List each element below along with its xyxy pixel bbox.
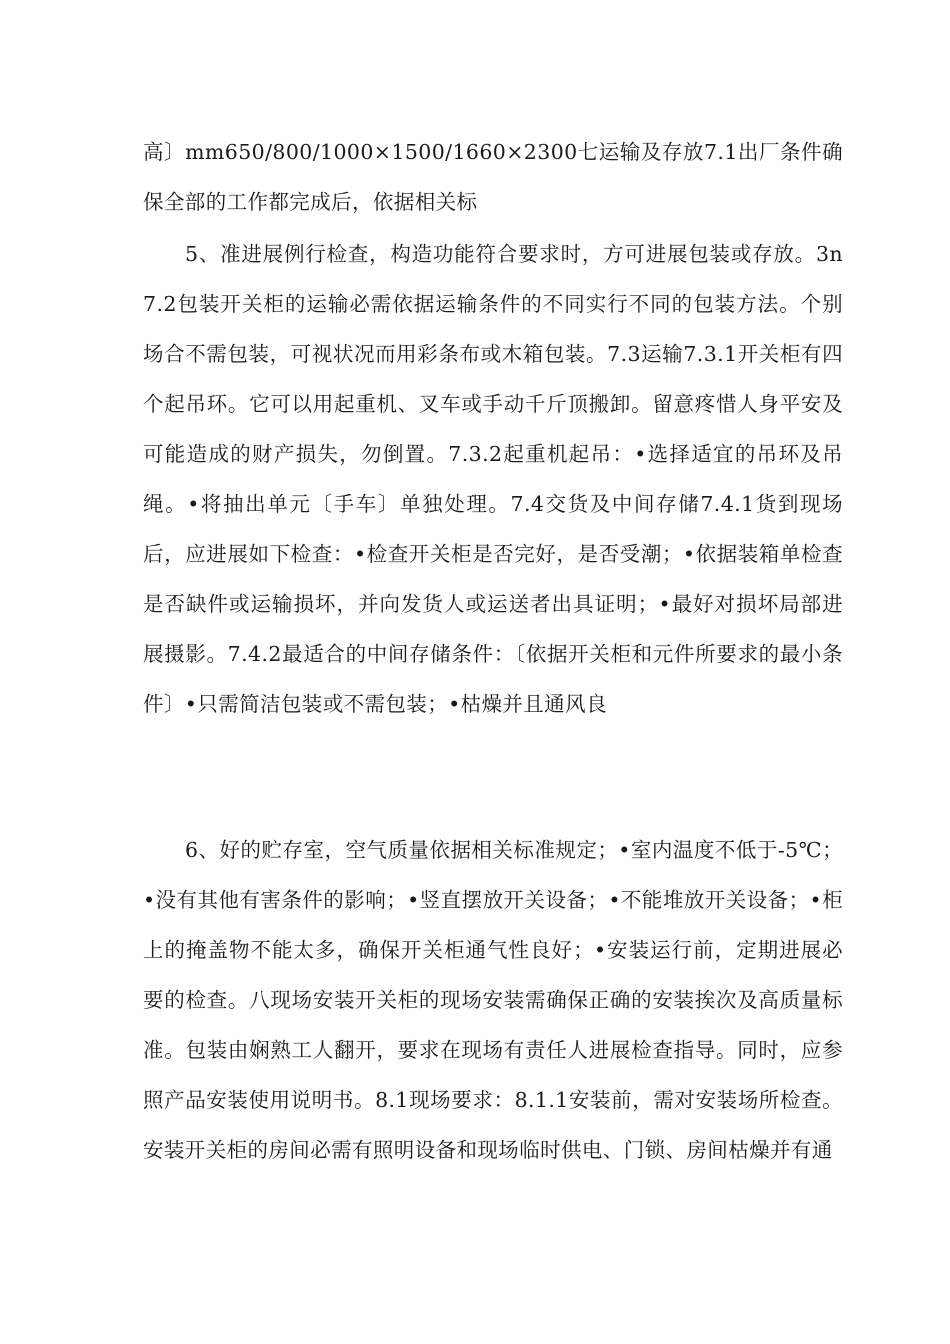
paragraph-storage-site-installation: 6、好的贮存室，空气质量依据相关标准规定；•室内温度不低于-5℃；•没有其他有害条件的影响；•竖直摆放开关设备；•不能堆放开关设备；•柜上的掩盖物不能太多，确保开关柜通气性良好；•安装运行前，定期进展必要的检查。八现场安装开关柜的现场安装需确保正确的安装挨次及高质量标准。包装由娴熟工人翻开，要求在现场有责任人进展检查指导。同时，应参照产品安装使用说明书。8.1现场要求：8.1.1安装前，需对安装场所检查。安装开关柜的房间必需有照明设备和现场临时供电、门锁、房间枯燥并有通 [143, 838, 844, 1162]
paragraph-packing-transport-delivery: 5、准进展例行检查，构造功能符合要求时，方可进展包装或存放。3n7.2包装开关柜的运输必需依据运输条件的不同实行不同的包装方法。个别场合不需包装，可视状况而用彩条布或木箱包装。7.3运输7.3.1开关柜有四个起吊环。它可以用起重机、叉车或手动千斤顶搬卸。留意疼惜人身平安及可能造成的财产损失，勿倒置。7.3.2起重机起吊：•选择适宜的吊环及吊绳。•将抽出单元〔手车〕单独处理。7.4交货及中间存储7.4.1货到现场后，应进展如下检查：•检查开关柜是否完好，是否受潮；•依据装箱单检查是否缺件或运输损坏，并向发货人或运送者出具证明；•最好对损坏局部进展摄影。7.4.2最适合的中间存储条件：〔依据开关柜和元件所要求的最小条件〕•只需简洁包装或不需包装；•枯燥并且通风良 [143, 242, 843, 716]
paragraph-transport-storage-intro: 高〕mm650/800/1000×1500/1660×2300七运输及存放7.1出厂条件确保全部的工作都完成后，依据相关标 [143, 140, 843, 214]
